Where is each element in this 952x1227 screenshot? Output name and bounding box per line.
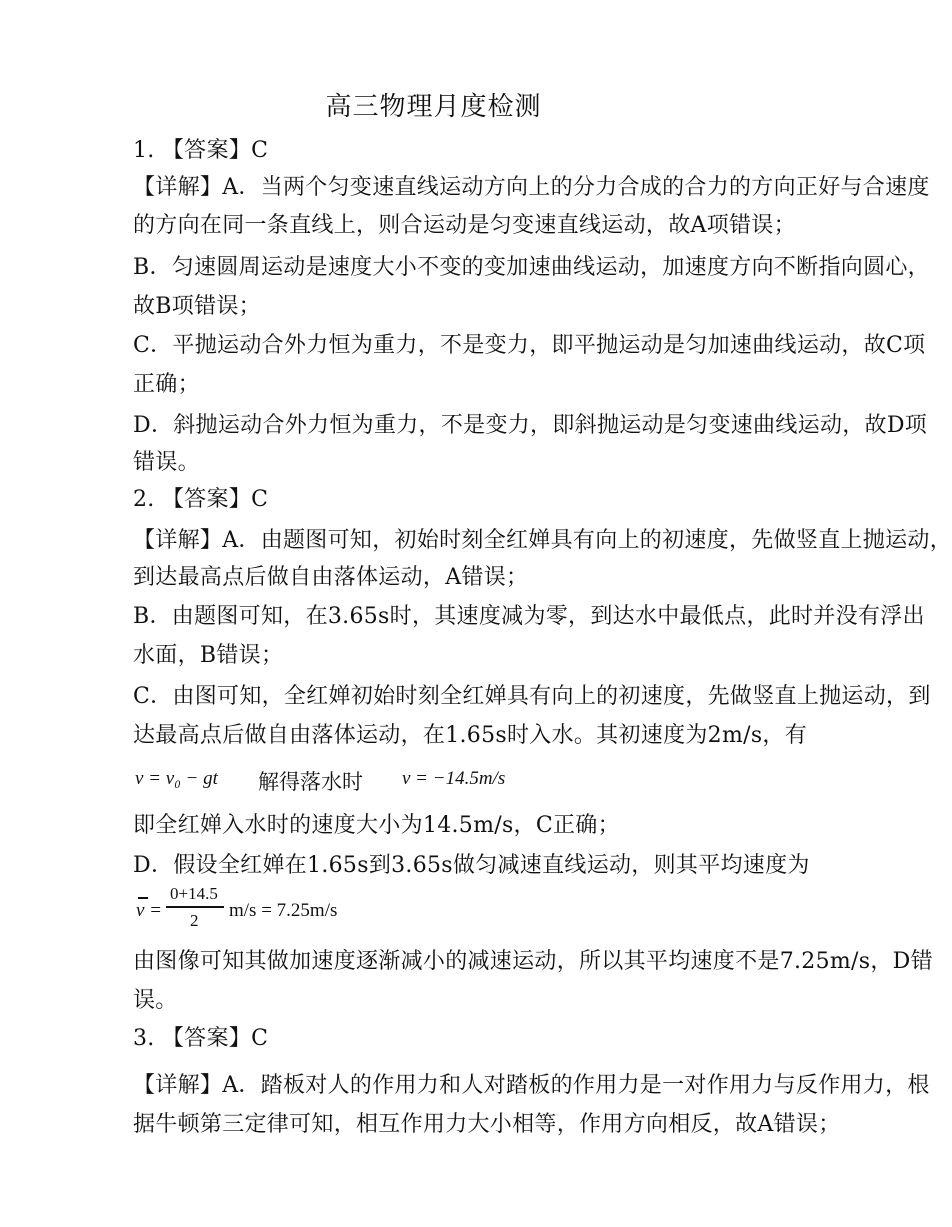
equation-velocity-label: 解得落水时 bbox=[258, 770, 363, 794]
answer-1-text-line: 的方向在同一条直线上，则合运动是匀变速直线运动，故A项错误； bbox=[133, 213, 796, 238]
equation-average-lhs: v = bbox=[136, 900, 163, 921]
answer-2-text-line: 【详解】A．由题图可知，初始时刻全红婵具有向上的初速度，先做竖直上抛运动， bbox=[133, 528, 952, 553]
equation-velocity-formula: v = v₀ − gt bbox=[135, 768, 218, 789]
answer-2-text-line: B．由题图可知，在3.65s时，其速度减为零，到达水中最低点，此时并没有浮出 bbox=[133, 604, 925, 629]
document-title: 高三物理月度检测 bbox=[325, 92, 542, 122]
equation-average-rhs: m/s = 7.25m/s bbox=[229, 900, 338, 921]
answer-2-text-line: 水面，B错误； bbox=[133, 643, 284, 668]
equation-velocity-result: v = −14.5m/s bbox=[402, 768, 506, 789]
overline-bar bbox=[138, 897, 148, 899]
answer-2-text-line: D．假设全红婵在1.65s到3.65s做匀减速直线运动，则其平均速度为 bbox=[133, 853, 810, 878]
answer-1-text-line: B．匀速圆周运动是速度大小不变的变加速曲线运动，加速度方向不断指向圆心， bbox=[133, 255, 930, 280]
answer-1-text-line: 正确； bbox=[133, 372, 200, 397]
answer-1-text-line: C．平抛运动合外力恒为重力，不是变力，即平抛运动是匀加速曲线运动，故C项 bbox=[133, 333, 926, 358]
answer-3-text-line: 【详解】A．踏板对人的作用力和人对踏板的作用力是一对作用力与反作用力，根 bbox=[133, 1073, 930, 1098]
answer-1-heading: 1. 【答案】C bbox=[133, 138, 269, 163]
answer-2-text-line: 由图像可知其做加速度逐渐减小的减速运动，所以其平均速度不是7.25m/s，D错 bbox=[133, 949, 933, 974]
answer-3-heading: 3. 【答案】C bbox=[133, 1026, 269, 1051]
answer-2-text-line: 到达最高点后做自由落体运动，A错误； bbox=[133, 565, 529, 590]
answer-2-text-line: C．由图可知，全红婵初始时刻全红婵具有向上的初速度，先做竖直上抛运动，到 bbox=[133, 684, 931, 709]
answer-1-text-line: 错误。 bbox=[133, 450, 200, 475]
answer-2-heading: 2. 【答案】C bbox=[133, 487, 269, 512]
answer-1-text-line: 故B项错误； bbox=[133, 294, 261, 319]
equation-average-denominator: 2 bbox=[190, 911, 199, 930]
answer-2-text-line: 即全红婵入水时的速度大小为14.5m/s，C正确； bbox=[133, 813, 620, 838]
answer-1-text-line: D．斜抛运动合外力恒为重力，不是变力，即斜抛运动是匀变速曲线运动，故D项 bbox=[133, 413, 928, 438]
fraction-bar bbox=[166, 906, 224, 908]
equation-average-numerator: 0+14.5 bbox=[170, 884, 218, 903]
answer-2-text-line: 达最高点后做自由落体运动，在1.65s时入水。其初速度为2m/s，有 bbox=[133, 723, 808, 748]
answer-2-text-line: 误。 bbox=[133, 988, 178, 1013]
answer-1-text-line: 【详解】A．当两个匀变速直线运动方向上的分力合成的合力的方向正好与合速度 bbox=[133, 175, 930, 200]
answer-3-text-line: 据牛顿第三定律可知，相互作用力大小相等，作用方向相反，故A错误； bbox=[133, 1112, 841, 1137]
